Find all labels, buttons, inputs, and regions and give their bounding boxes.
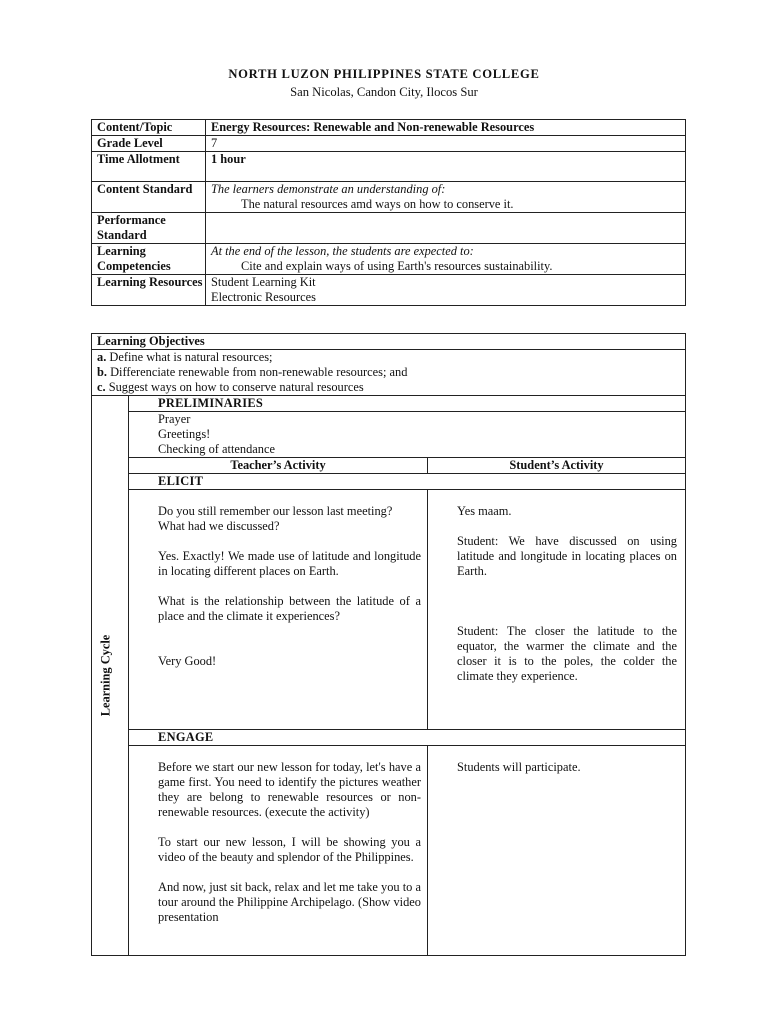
competencies-text: Cite and explain ways of using Earth's resources sustainability.: [241, 259, 553, 273]
objectives-list: [92, 350, 686, 396]
student-line: Student: The closer the latitude to the equator, the warmer the climate and the closer it is to the poles, the colder the climate they experience.: [457, 624, 677, 683]
engage-header-row: [92, 730, 686, 746]
performance-standard-value: [206, 213, 686, 244]
lesson-info-table: [91, 119, 686, 306]
grade-level-value: 7: [206, 136, 686, 152]
teacher-line: What had we discussed?: [158, 519, 280, 533]
activity-columns-header: [92, 458, 686, 474]
objective-item: b. Differenciate renewable from non-renewable resources; and: [97, 365, 408, 379]
teacher-line: Before we start our new lesson for today, let's have a game first. You need to identify the pictures weather they are belong to renewable resources or non-renewable resources. (execute the activity): [158, 760, 421, 819]
content-standard-intro: The learners demonstrate an understanding of:: [211, 182, 446, 196]
content-topic-value: Energy Resources: Renewable and Non-renewable Resources: [206, 120, 686, 136]
engage-teacher-activity: [129, 746, 428, 956]
learning-cycle-label: Learning Cycle: [98, 634, 113, 717]
elicit-title: ELICIT: [129, 474, 686, 490]
preliminaries-title: PRELIMINARIES: [129, 396, 686, 412]
student-line: Yes maam.: [457, 504, 512, 518]
document-header: [0, 67, 768, 100]
content-standard-label: Content Standard: [92, 182, 206, 213]
competencies-intro: At the end of the lesson, the students are expected to:: [211, 244, 474, 258]
objectives-row: [92, 334, 686, 350]
preliminaries-items-row: [92, 412, 686, 458]
info-row-competencies: [92, 244, 686, 275]
grade-level-label: Grade Level: [92, 136, 206, 152]
info-row-grade: [92, 136, 686, 152]
engage-student-activity: [428, 746, 686, 956]
objective-item: a. Define what is natural resources;: [97, 350, 273, 364]
teacher-activity-header: Teacher’s Activity: [129, 458, 428, 474]
learning-competencies-label: Learning Competencies: [92, 244, 206, 275]
learning-resources-value: [206, 275, 686, 306]
info-row-content-topic: [92, 120, 686, 136]
preliminaries-list: [129, 412, 686, 458]
time-allotment-value: 1 hour: [206, 152, 686, 182]
preliminary-item: Prayer: [158, 412, 191, 426]
objectives-title: Learning Objectives: [97, 334, 205, 348]
resource-item: Student Learning Kit: [211, 275, 316, 289]
info-row-time: [92, 152, 686, 182]
info-row-content-standard: [92, 182, 686, 213]
learning-cycle-column: [92, 396, 129, 956]
teacher-line: Yes. Exactly! We made use of latitude and longitude in locating different places on Earth.: [158, 549, 421, 578]
resource-item: Electronic Resources: [211, 290, 316, 304]
student-activity-header: Student’s Activity: [428, 458, 686, 474]
content-standard-value: [206, 182, 686, 213]
student-line: Students will participate.: [457, 760, 581, 774]
objectives-items-row: [92, 350, 686, 396]
college-address: San Nicolas, Candon City, Ilocos Sur: [290, 85, 478, 99]
teacher-line: And now, just sit back, relax and let me take you to a tour around the Philippine Archipelago. (Show video presentation: [158, 880, 421, 924]
preliminary-item: Greetings!: [158, 427, 211, 441]
engage-content-row: [92, 746, 686, 956]
elicit-header-row: [92, 474, 686, 490]
teacher-line: Do you still remember our lesson last meeting?: [158, 504, 393, 518]
elicit-teacher-activity: [129, 490, 428, 730]
objective-item: c. Suggest ways on how to conserve natural resources: [97, 380, 364, 394]
learning-objectives: [92, 334, 686, 350]
preliminary-item: Checking of attendance: [158, 442, 275, 456]
preliminaries-header-row: [92, 396, 686, 412]
content-topic-label: Content/Topic: [92, 120, 206, 136]
elicit-student-activity: [428, 490, 686, 730]
info-row-resources: [92, 275, 686, 306]
college-name: NORTH LUZON PHILIPPINES STATE COLLEGE: [228, 67, 540, 81]
lesson-procedure-table: [91, 333, 686, 956]
performance-standard-label: Performance Standard: [92, 213, 206, 244]
teacher-line: What is the relationship between the latitude of a place and the climate it experiences?: [158, 594, 421, 623]
teacher-line: To start our new lesson, I will be showing you a video of the beauty and splendor of the Philippines.: [158, 835, 421, 864]
learning-resources-label: Learning Resources: [92, 275, 206, 306]
content-standard-text: The natural resources amd ways on how to conserve it.: [241, 197, 514, 211]
info-row-performance-standard: [92, 213, 686, 244]
teacher-line: Very Good!: [158, 654, 217, 668]
time-allotment-label: Time Allotment: [92, 152, 206, 182]
elicit-content-row: [92, 490, 686, 730]
student-line: Student: We have discussed on using latitude and longitude in locating places on Earth.: [457, 534, 677, 578]
learning-competencies-value: [206, 244, 686, 275]
engage-title: ENGAGE: [129, 730, 686, 746]
